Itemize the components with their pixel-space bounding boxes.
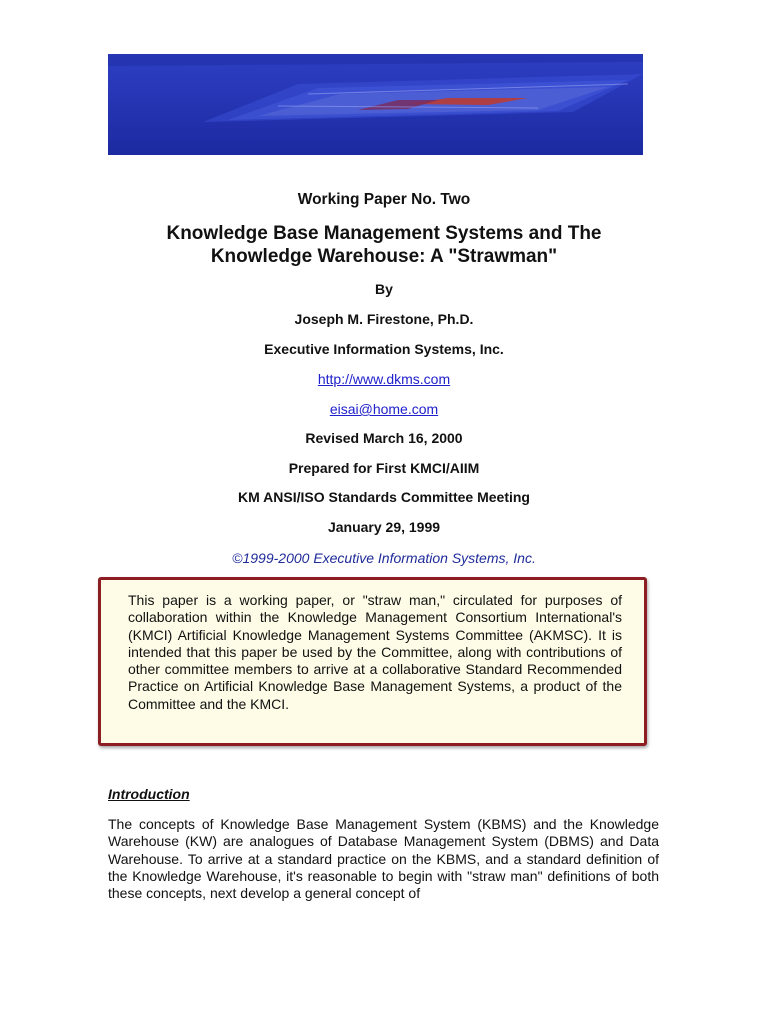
meeting-date: January 29, 1999: [327, 519, 441, 535]
website-row: [0, 371, 768, 388]
website-link[interactable]: http://www.dkms.com: [317, 371, 451, 387]
paper-title-line1: Knowledge Base Management Systems and The: [166, 223, 602, 244]
prepared-for: Prepared for First KMCI/AIIM: [288, 460, 480, 476]
working-paper-notice-box: [98, 577, 647, 746]
paper-title: [0, 222, 768, 268]
notice-text: This paper is a working paper, or "straw man," circulated for purposes of collaboration within the Knowledge Management Consortium International's (KMCI) Artificial Knowledge Management Systems Committee (AKMSC). It is intended that this paper be used by the Committee, along with contributions of other committee members to arrive at a collaborative Standard Recommended Practice on Artificial Knowledge Base Management Systems, a product of the Committee and the KMCI.: [128, 592, 622, 712]
introduction-heading: Introduction: [108, 786, 190, 802]
email-link[interactable]: eisai@home.com: [329, 401, 439, 417]
banner-graphic: [108, 54, 643, 155]
meeting-name: KM ANSI/ISO Standards Committee Meeting: [238, 489, 530, 505]
revised-date: Revised March 16, 2000: [305, 430, 463, 446]
organization-name: Executive Information Systems, Inc.: [264, 341, 504, 357]
by-line: By: [375, 281, 393, 297]
paper-title-line2: Knowledge Warehouse: A "Strawman": [210, 246, 558, 267]
copyright-notice: ©1999-2000 Executive Information Systems, Inc.: [232, 550, 536, 566]
email-row: [0, 401, 768, 418]
introduction-paragraph: The concepts of Knowledge Base Management System (KBMS) and the Knowledge Warehouse (KW) are analogues of Database Management System (DBMS) and Data Warehouse. To arrive at a standard practice on the KBMS, and a standard definition of the Knowledge Warehouse, it's reasonable to begin with "straw man" definitions of both these concepts, next develop a general concept of: [108, 816, 659, 902]
header-banner-image: [108, 54, 643, 155]
working-paper-label: Working Paper No. Two: [297, 191, 471, 208]
author-name: Joseph M. Firestone, Ph.D.: [294, 311, 474, 327]
